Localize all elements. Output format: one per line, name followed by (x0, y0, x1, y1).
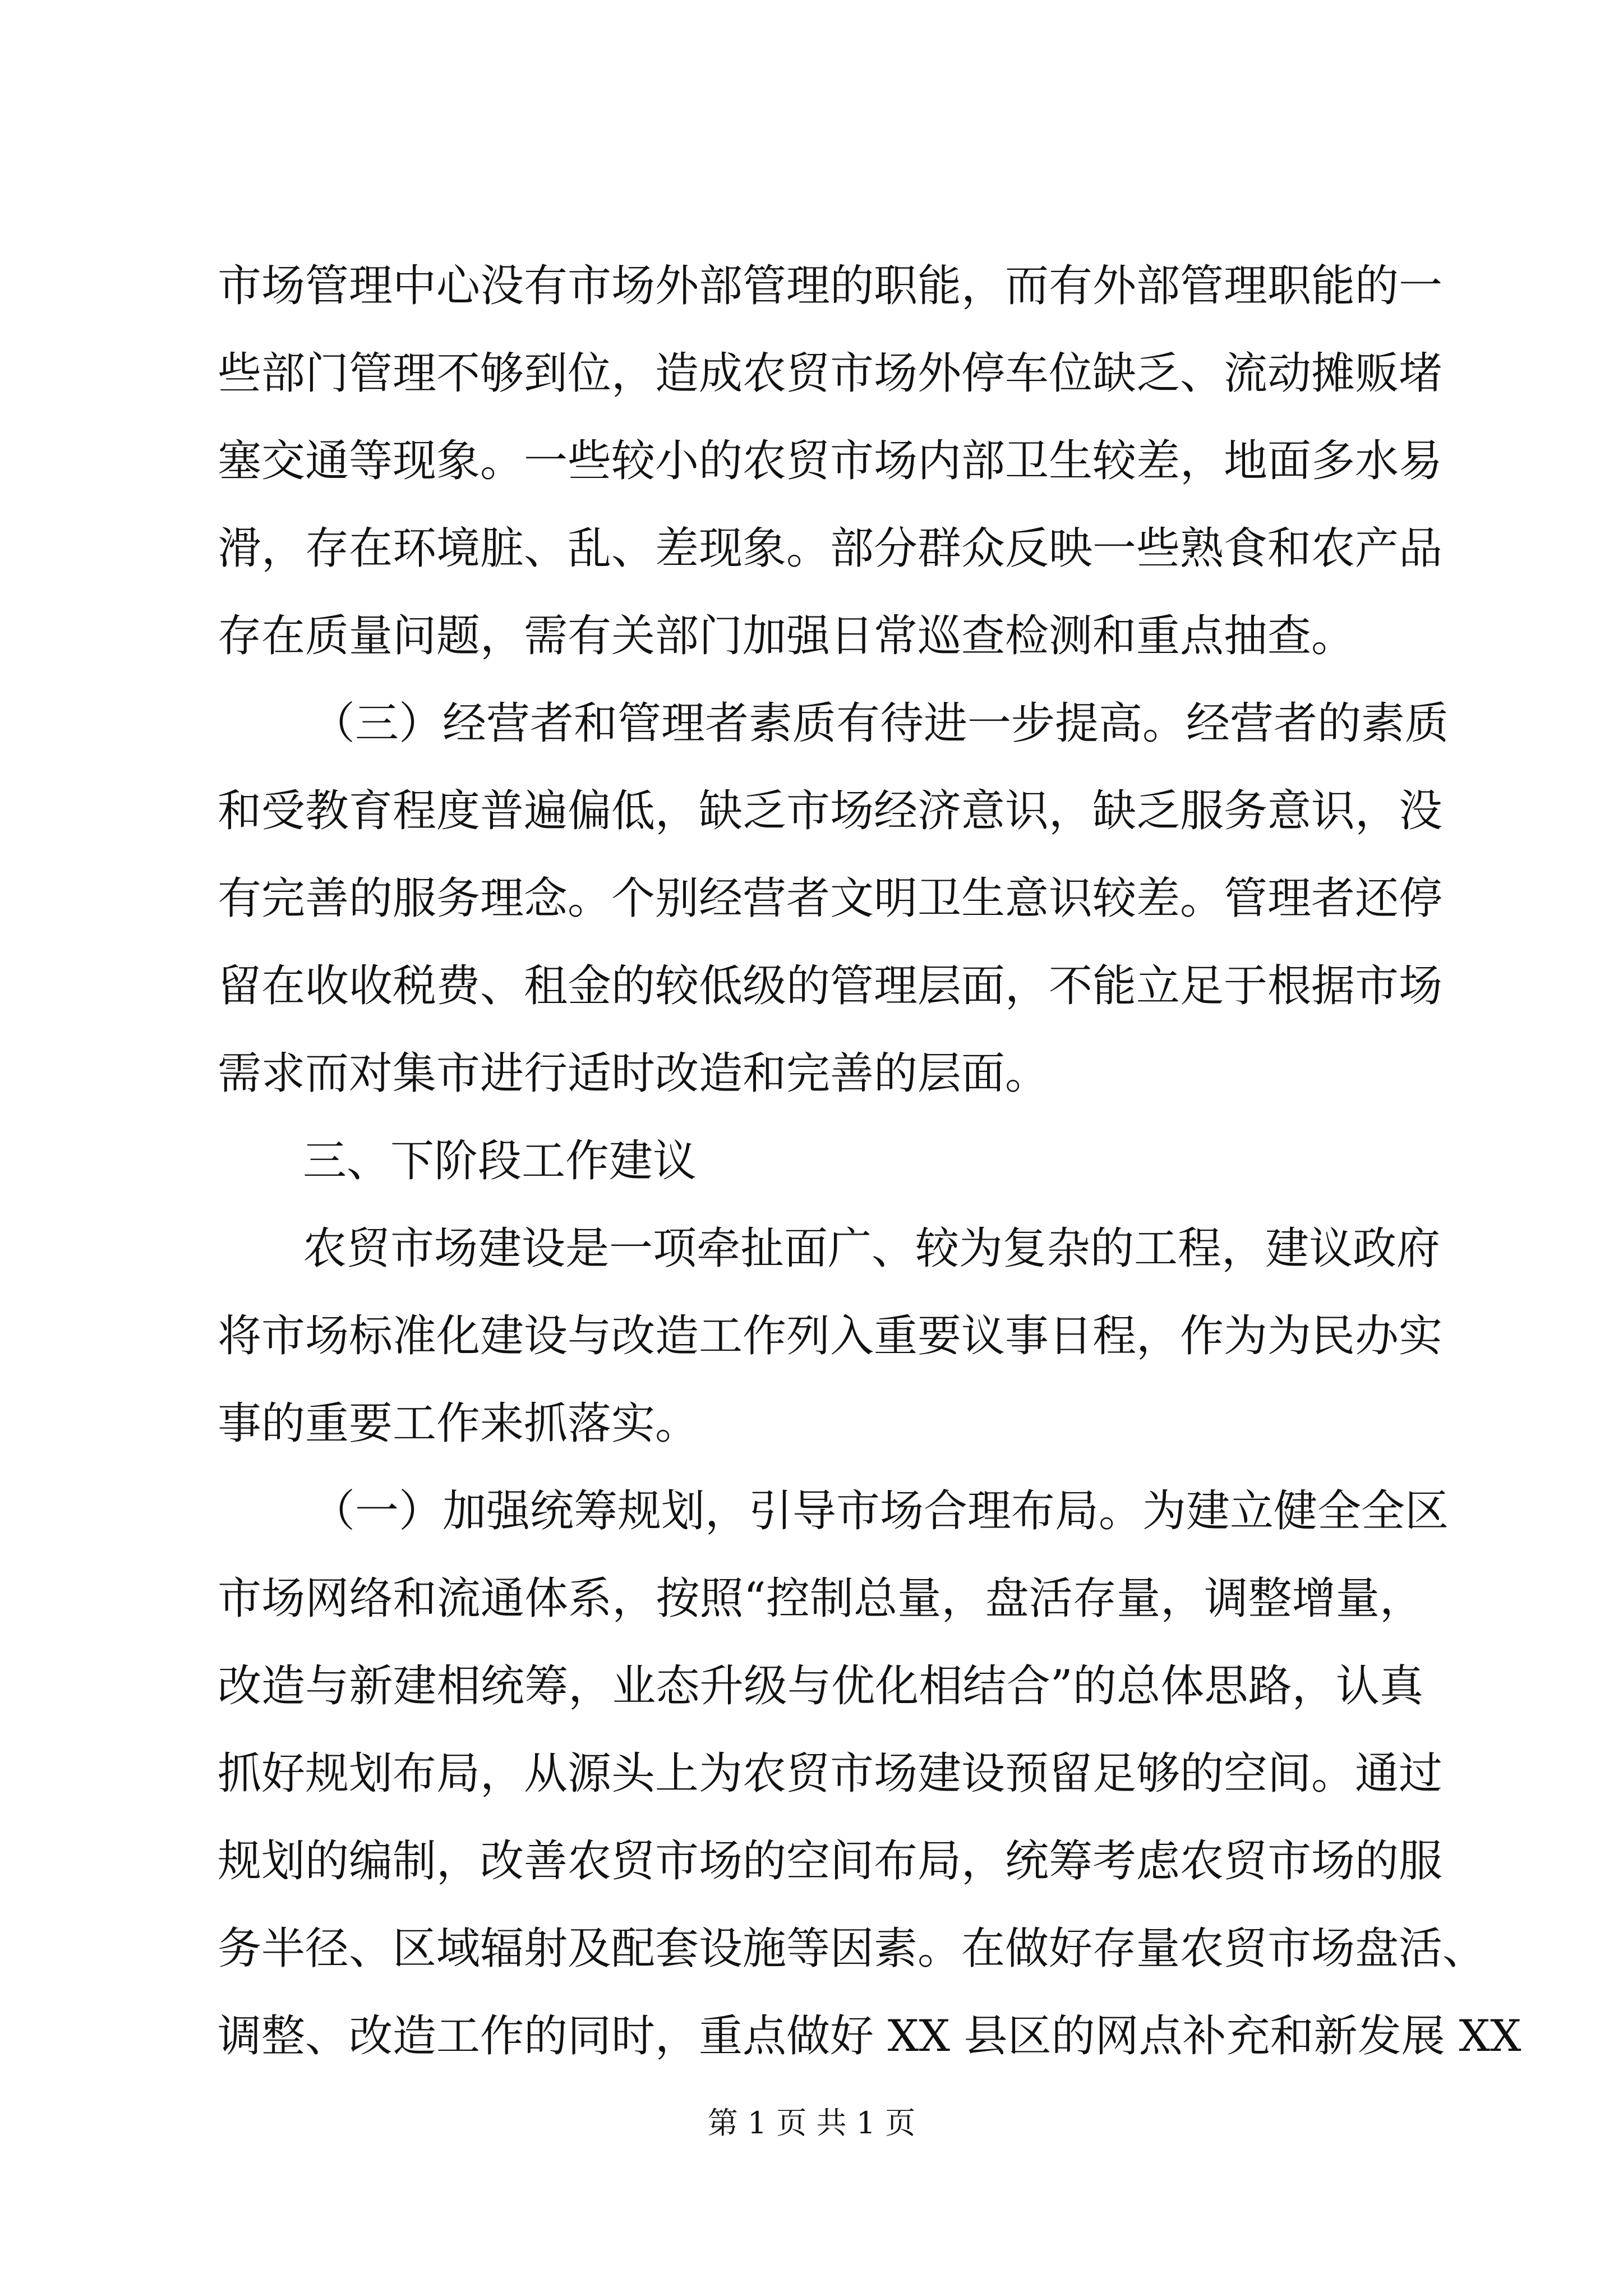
text-line: 滑，存在环境脏、乱、差现象。部分群众反映一些熟食和农产品 (218, 523, 1443, 574)
text-line: 农贸市场建设是一项牵扯面广、较为复杂的工程，建议政府 (303, 1223, 1441, 1274)
text-line: 些部门管理不够到位，造成农贸市场外停车位缺乏、流动摊贩堵 (218, 348, 1443, 399)
text-line: 将市场标准化建设与改造工作列入重要议事日程，作为为民办实 (218, 1311, 1443, 1361)
text-line: 存在质量问题，需有关部门加强日常巡查检测和重点抽查。 (218, 611, 1355, 661)
text-line: 抓好规划布局，从源头上为农贸市场建设预留足够的空间。通过 (218, 1749, 1443, 1799)
section-heading: 三、下阶段工作建议 (303, 1136, 697, 1186)
text-line: 调整、改造工作的同时，重点做好 XX 县区的网点补充和新发展 XX (218, 2011, 1521, 2062)
text-line: 市场网络和流通体系，按照“控制总量，盘活存量，调整增量， (218, 1573, 1423, 1624)
text-line: 需求而对集市进行适时改造和完善的层面。 (218, 1048, 1049, 1099)
page-number-footer: 第 1 页 共 1 页 (707, 2105, 916, 2141)
text-line: 塞交通等现象。一些较小的农贸市场内部卫生较差，地面多水易 (218, 436, 1443, 486)
text-line: 市场管理中心没有市场外部管理的职能，而有外部管理职能的一 (218, 261, 1443, 311)
text-line: （三）经营者和管理者素质有待进一步提高。经营者的素质 (311, 698, 1449, 749)
text-line: 务半径、区域辐射及配套设施等因素。在做好存量农贸市场盘活、 (218, 1924, 1487, 1974)
text-line: 有完善的服务理念。个别经营者文明卫生意识较差。管理者还停 (218, 873, 1443, 924)
text-line: 改造与新建相统筹，业态升级与优化相结合”的总体思路，认真 (218, 1661, 1423, 1711)
text-line: （一）加强统筹规划，引导市场合理布局。为建立健全全区 (311, 1486, 1449, 1536)
text-line: 留在收收税费、租金的较低级的管理层面，不能立足于根据市场 (218, 961, 1443, 1011)
text-line: 事的重要工作来抓落实。 (218, 1398, 699, 1449)
text-line: 规划的编制，改善农贸市场的空间布局，统筹考虑农贸市场的服 (218, 1836, 1443, 1887)
text-line: 和受教育程度普遍偏低，缺乏市场经济意识，缺乏服务意识，没 (218, 786, 1443, 836)
